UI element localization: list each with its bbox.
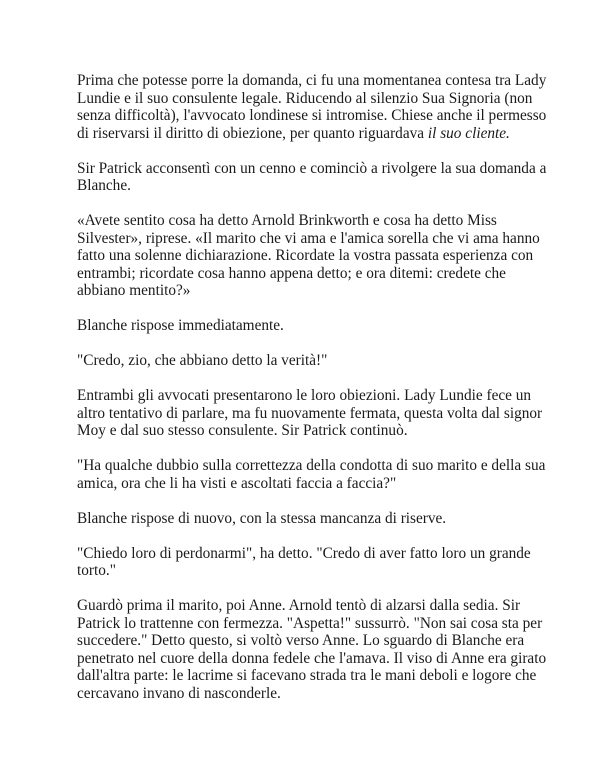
paragraph-9: "Chiedo loro di perdonarmi", ha detto. "Credo di aver fatto loro un grande torto." [77,544,531,579]
paragraph-3: «Avete sentito cosa ha detto Arnold Brinkworth e cosa ha detto Miss Silvester», riprese. «Il marito che vi ama e l'amica sorella che vi ama hanno fatto una solenne dichiarazione. Ricordate la vostra passata esperienza con entrambi; ricordate cosa hanno appena detto; e ora ditemi: credete che abbiano mentito?» [77,212,540,299]
paragraph-6: Entrambi gli avvocati presentarono le loro obiezioni. Lady Lundie fece un altro tentativo di parlare, ma fu nuovamente fermata, questa volta dal signor Moy e dal suo stesso consulente. Sir Patrick continuò. [77,387,543,439]
paragraph-10: Guardò prima il marito, poi Anne. Arnold tentò di alzarsi dalla sedia. Sir Patrick lo trattenne con fermezza. "Aspetta!" sussurrò. "Non sai cosa sta per succedere." Detto questo, si voltò verso Anne. Lo sguardo di Blanche era penetrato nel cuore della donna fedele che l'amava. Il viso di Anne era girato dall'altra parte: le lacrime si facevano strada tra le mani deboli e logore che cercavano invano di nasconderle. [77,597,547,702]
paragraph-7: "Ha qualche dubbio sulla correttezza della condotta di suo marito e della sua amica, ora che li ha visti e ascoltati faccia a faccia?" [77,457,546,492]
paragraph-1-text: Prima che potesse porre la domanda, ci fu una momentanea contesa tra Lady Lundie e il suo consulente legale. Riducendo al silenzio Sua Signoria (non senza difficoltà), l'avvocato londinese si intromise. Chiese anche il permesso di riservarsi il diritto di obiezione, per quanto riguardava [77,72,547,142]
paragraph-4: Blanche rispose immediatamente. [77,317,284,334]
paragraph-2: Sir Patrick acconsentì con un cenno e cominciò a rivolgere la sua domanda a Blanche. [77,159,547,194]
paragraph-5: "Credo, zio, che abbiano detto la verità!" [77,352,328,369]
paragraph-1 [77,72,547,142]
paragraph-8: Blanche rispose di nuovo, con la stessa mancanza di riserve. [77,509,447,527]
paragraph-1-italic: il suo cliente. [427,124,510,142]
document-body [77,72,547,720]
